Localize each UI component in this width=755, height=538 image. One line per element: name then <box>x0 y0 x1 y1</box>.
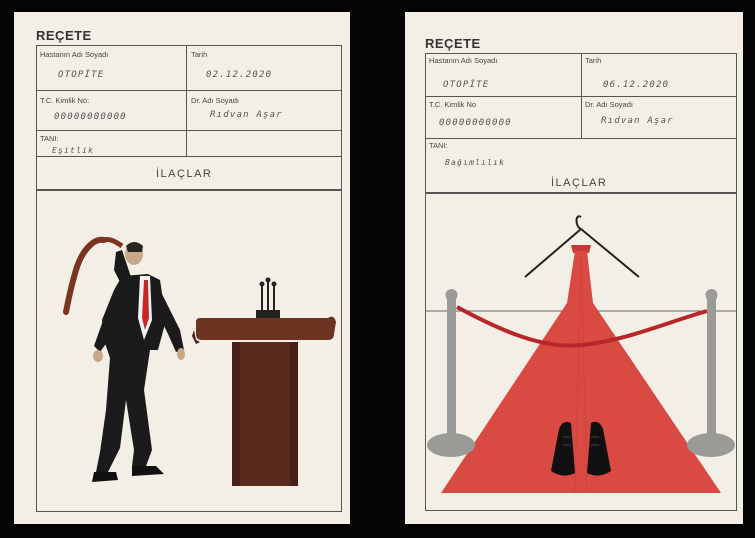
id-label: T.C. Kimlik No <box>429 100 477 109</box>
medications-heading: İLAÇLAR <box>551 177 608 189</box>
patient-label: Hastanın Adı Soyadı <box>40 50 109 59</box>
diagnosis-label: TANI: <box>40 134 59 143</box>
form-divider <box>425 96 737 97</box>
diagnosis-value: Eşitlik <box>52 146 95 155</box>
illustration-hanger-red-carpet <box>425 193 737 511</box>
date-value: 06.12.2020 <box>603 80 670 90</box>
form-divider <box>36 156 342 157</box>
date-label: Tarih <box>191 50 208 59</box>
date-value: 02.12.2020 <box>206 70 273 80</box>
doctor-value: Rıdvan Aşar <box>601 116 674 126</box>
illustration-hanged-man-lectern <box>36 190 342 512</box>
prescription-card-right <box>405 12 743 524</box>
card-title: REÇETE <box>425 36 481 51</box>
patient-label: Hastanın Adı Soyadı <box>429 56 498 65</box>
form-divider <box>36 130 342 131</box>
form-divider <box>425 138 737 139</box>
form-divider <box>186 45 187 156</box>
patient-value: OTOPİTE <box>443 80 490 90</box>
doctor-label: Dr. Adı Soyadı <box>585 100 633 109</box>
card-title: REÇETE <box>36 28 92 43</box>
doctor-value: Rıdvan Aşar <box>210 110 283 120</box>
patient-value: OTOPİTE <box>58 70 105 80</box>
date-label: Tarih <box>585 56 602 65</box>
form-divider <box>36 90 342 91</box>
id-value: 00000000000 <box>54 112 127 122</box>
medications-heading: İLAÇLAR <box>156 168 213 180</box>
diagnosis-value: Bağımlılık <box>445 158 506 167</box>
id-value: 00000000000 <box>439 118 512 128</box>
diagnosis-label: TANI: <box>429 141 448 150</box>
doctor-label: Dr. Adı Soyadı <box>191 96 239 105</box>
prescription-card-left <box>14 12 350 524</box>
id-label: T.C. Kimlik No: <box>40 96 90 105</box>
